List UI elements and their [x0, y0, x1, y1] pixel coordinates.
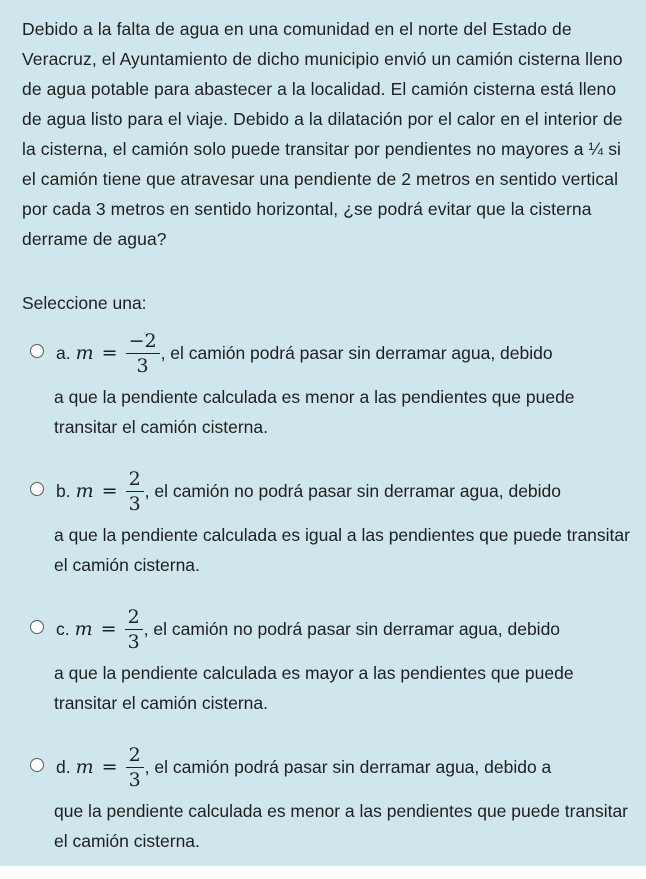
option-c-first-line — [56, 602, 632, 656]
option-letter: c. — [56, 618, 70, 639]
fraction-numerator: 2 — [126, 744, 144, 768]
option-text-first-line: , el camión no podrá pasar sin derramar agua, debido — [144, 480, 562, 501]
radio-button-d[interactable] — [30, 758, 44, 772]
option-letter: a. — [56, 342, 71, 363]
slope-fraction — [126, 744, 144, 791]
option-text-first-line: , el camión no podrá pasar sin derramar agua, debido — [143, 618, 561, 639]
option-letter: d. — [56, 756, 71, 777]
option-text-first-line: , el camión podrá pasar sin derramar agua, debido a — [144, 756, 552, 777]
fraction-denominator: 3 — [128, 492, 141, 515]
slope-variable: m — [74, 618, 93, 640]
slope-fraction — [126, 330, 160, 377]
fraction-numerator: 2 — [125, 606, 143, 630]
slope-variable: m — [75, 756, 94, 778]
slope-fraction — [126, 468, 144, 515]
option-a-first-line — [56, 326, 632, 380]
option-b-first-line — [56, 464, 632, 518]
option-d[interactable] — [22, 740, 632, 856]
option-b[interactable] — [22, 464, 632, 580]
radio-button-b[interactable] — [30, 482, 44, 496]
radio-button-a[interactable] — [30, 344, 44, 358]
option-text-rest: que la pendiente calculada es menor a las pendientes que puede transitar el camión cisterna. — [54, 801, 629, 851]
fraction-numerator: 2 — [126, 468, 144, 492]
equals-sign: = — [101, 756, 118, 778]
equals-sign: = — [101, 480, 118, 502]
option-letter: b. — [56, 480, 71, 501]
fraction-denominator: 3 — [127, 630, 140, 653]
fraction-denominator: 3 — [136, 354, 149, 377]
select-prompt: Seleccione una: — [22, 293, 147, 313]
fraction-numerator: −2 — [126, 330, 160, 354]
equals-sign: = — [101, 342, 118, 364]
option-a[interactable] — [22, 326, 632, 442]
radio-button-c[interactable] — [30, 620, 44, 634]
option-text-first-line: , el camión podrá pasar sin derramar agua, debido — [160, 342, 553, 363]
fraction-denominator: 3 — [128, 768, 141, 791]
slope-fraction — [125, 606, 143, 653]
slope-variable: m — [75, 480, 94, 502]
answer-options — [22, 326, 632, 856]
question-text: Debido a la falta de agua en una comunidad en el norte del Estado de Veracruz, el Ayuntamiento de dicho municipio envió un camión cisterna lleno de agua potable para abastecer a la localidad. El camión cisterna está lleno de agua listo para el viaje. Debido a la dilatación por el calor en el interior de la cisterna, el camión solo puede transitar por pendientes no mayores a ¼ si el camión tiene que atravesar una pendiente de 2 metros en sentido vertical por cada 3 metros en sentido horizontal, ¿se podrá evitar que la cisterna derrame de agua? — [22, 19, 623, 249]
option-text-rest: a que la pendiente calculada es mayor a las pendientes que puede transitar el camión cisterna. — [54, 663, 574, 713]
equals-sign: = — [100, 618, 117, 640]
option-d-first-line — [56, 740, 632, 794]
option-text-rest: a que la pendiente calculada es igual a las pendientes que puede transitar el camión cisterna. — [54, 525, 630, 575]
option-c[interactable] — [22, 602, 632, 718]
slope-variable: m — [75, 342, 94, 364]
option-text-rest: a que la pendiente calculada es menor a las pendientes que puede transitar el camión cisterna. — [54, 387, 575, 437]
